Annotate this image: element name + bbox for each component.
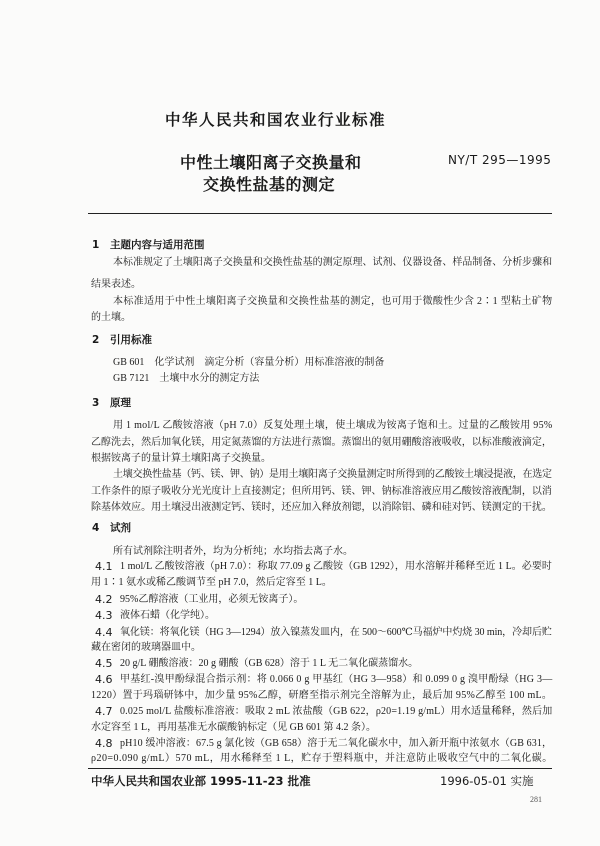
clause-number: 4.3 <box>95 609 113 622</box>
section-2-number: 2 <box>92 334 100 346</box>
paragraph-line: 的土壤。 <box>91 312 131 323</box>
document-title-line2: 交换性盐基的测定 <box>203 175 336 194</box>
effective-date: 1996-05-01 实施 <box>440 774 534 788</box>
header-divider <box>88 213 552 214</box>
clause-number: 4.6 <box>95 673 113 686</box>
paragraph-line: 乙醇洗去，然后加氧化镁，用定氮蒸馏的方法进行蒸馏。蒸馏出的氨用硼酸溶液吸收，以标准酸液滴定， <box>91 437 552 448</box>
document-title-line1: 中性土壤阳离子交换量和 <box>180 153 362 172</box>
paragraph-line: 土壤交换性盐基（钙、镁、钾、钠）是用土壤阳离子交换量测定时所得到的乙酸铵土壤浸提液，在选定 <box>113 469 552 480</box>
section-1-title: 主题内容与适用范围 <box>110 239 205 251</box>
clause-line: 水定容至 1 L，再用基准无水碳酸钠标定（见 GB 601 第 4.2 条）。 <box>91 722 376 733</box>
clause-line: 液体石蜡（化学纯）。 <box>120 610 215 621</box>
paragraph-line: 根据铵离子的量计算土壤阳离子交换量。 <box>91 453 271 464</box>
clause-line: 20 g/L 硼酸溶液：20 g 硼酸（GB 628）溶于 1 L 无二氧化碳蒸馏水。 <box>120 658 419 669</box>
paragraph-line: 本标准规定了土壤阳离子交换量和交换性盐基的测定原理、试剂、仪器设备、样品制备、分析步骤和 <box>113 257 553 268</box>
clause-number: 4.2 <box>95 593 113 606</box>
clause-line: 95%乙醇溶液（工业用，必须无铵离子）。 <box>120 594 304 605</box>
clause-number: 4.5 <box>95 657 113 670</box>
clause-number: 4.1 <box>95 560 113 573</box>
footer-divider <box>88 768 552 769</box>
clause-line: 0.025 mol/L 盐酸标准溶液：吸取 2 mL 浓盐酸（GB 622，ρ20=1.19 g/mL）用水适量稀释，然后加 <box>120 706 553 717</box>
clause-line: 藏在密闭的玻璃器皿中。 <box>91 642 201 653</box>
reference-item: GB 7121 土壤中水分的测定方法 <box>113 373 260 384</box>
section-2-title: 引用标准 <box>110 334 152 346</box>
reference-item: GB 601 化学试剂 滴定分析（容量分析）用标准溶液的制备 <box>113 357 385 368</box>
paragraph-line: 本标准适用于中性土壤阳离子交换量和交换性盐基的测定，也可用于微酸性少含 2∶1 型粘土矿物 <box>113 296 553 307</box>
section-4-number: 4 <box>92 522 100 534</box>
clause-line: ρ20=0.090 g/mL）570 mL，用水稀释至 1 L，贮存于塑料瓶中，并注意防止吸收空气中的二氧化碳。 <box>91 753 553 764</box>
clause-line: 1220）置于玛瑙研钵中，加少量 95%乙醇，研磨至指示剂完全溶解为止，最后加 95%乙醇至 100 mL。 <box>91 690 553 701</box>
paragraph-line: 所有试剂除注明者外，均为分析纯；水均指去离子水。 <box>113 546 353 557</box>
clause-number: 4.8 <box>95 737 113 750</box>
paragraph-line: 结果表述。 <box>91 279 141 290</box>
paragraph-line: 用 1 mol/L 乙酸铵溶液（pH 7.0）反复处理土壤，使土壤成为铵离子饱和土。过量的乙酸铵用 95% <box>113 420 553 431</box>
standard-number: NY/T 295—1995 <box>448 153 552 167</box>
clause-line: pH10 缓冲溶液：67.5 g 氯化铵（GB 658）溶于无二氧化碳水中，加入新开瓶中浓氨水（GB 631， <box>120 738 553 749</box>
approval-date: 中华人民共和国农业部 1995-11-23 批准 <box>91 774 311 788</box>
paragraph-line: 除基体效应。用土壤浸出液测定钙、镁时，还应加入释放剂锶，以消除铝、磷和硅对钙、镁测定的干扰。 <box>91 502 552 513</box>
issuer-heading: 中华人民共和国农业行业标准 <box>165 111 387 129</box>
clause-line: 氧化镁：将氧化镁（HG 3—1294）放入镍蒸发皿内，在 500～600℃马福炉中灼烧 30 min，冷却后贮 <box>120 627 552 638</box>
clause-line: 用 1∶1 氨水或稀乙酸调节至 pH 7.0，然后定容至 1 L。 <box>91 577 332 588</box>
section-3-number: 3 <box>92 397 100 409</box>
page-number: 281 <box>530 795 542 804</box>
section-4-title: 试剂 <box>110 522 131 534</box>
paragraph-line: 工作条件的原子吸收分光光度计上直接测定；但所用钙、镁、钾、钠标准溶液应用乙酸铵溶液配制，以消 <box>91 486 552 497</box>
section-1-number: 1 <box>92 239 100 251</box>
clause-line: 1 mol/L 乙酸铵溶液（pH 7.0）：称取 77.09 g 乙酸铵（GB 1292），用水溶解并稀释至近 1 L。必要时 <box>120 561 552 572</box>
section-3-title: 原理 <box>110 397 131 409</box>
clause-line: 甲基红-溴甲酚绿混合指示剂：将 0.066 0 g 甲基红（HG 3—958）和 0.099 0 g 溴甲酚绿（HG 3— <box>120 674 553 685</box>
clause-number: 4.4 <box>95 626 113 639</box>
clause-number: 4.7 <box>95 705 113 718</box>
